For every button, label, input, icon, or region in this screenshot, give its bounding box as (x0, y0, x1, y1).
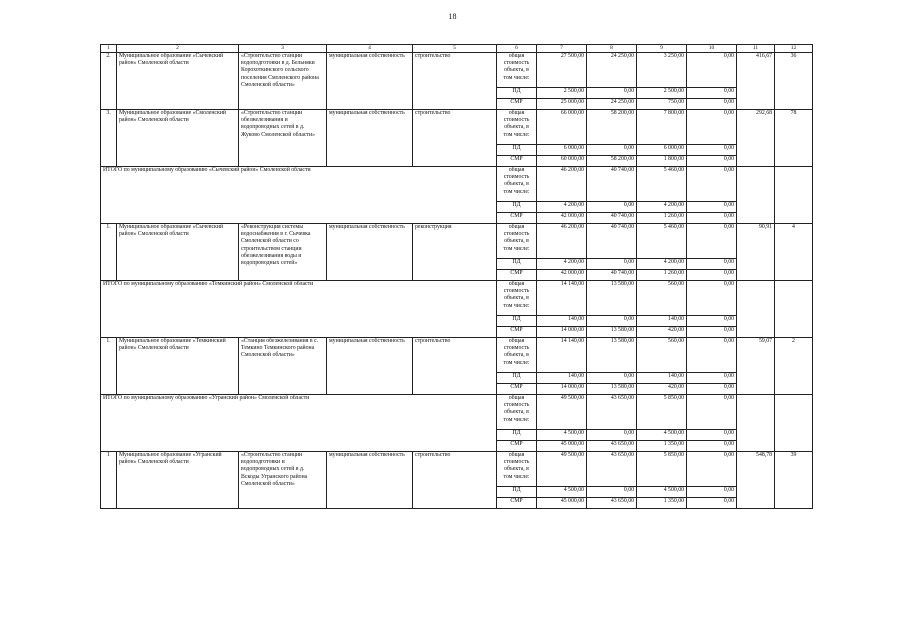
value-col-7: 46 200,00 (537, 167, 587, 202)
col-head-6: 6 (497, 45, 537, 53)
cost-label: общая стоимость объекта, в том числе: (497, 281, 537, 316)
object-cell: «Станция обезжелезивания в с. Темкино Темкинского района Смоленской области» (239, 338, 327, 395)
table-row (101, 110, 813, 145)
empty-col-11 (737, 395, 775, 452)
work-type-cell: реконструкция (413, 224, 497, 281)
cost-label: общая стоимость объекта, в том числе: (497, 224, 537, 259)
empty-col-12 (775, 395, 813, 452)
col-head-7: 7 (537, 45, 587, 53)
row-number: 1. (101, 224, 117, 281)
page-number: 18 (448, 12, 457, 21)
empty-col-12 (775, 281, 813, 338)
value-col-11: 59,07 (737, 338, 775, 395)
value-col-11: 416,67 (737, 53, 775, 110)
value-col-12: 36 (775, 53, 813, 110)
value-col-11: 292,68 (737, 110, 775, 167)
value-col-10: 0,00 (687, 281, 737, 316)
table-row (101, 224, 813, 259)
work-type-cell: строительство (413, 110, 497, 167)
value-col-8: 40 740,00 (587, 213, 637, 224)
col-head-2: 2 (117, 45, 239, 53)
ownership-cell: муниципальная собственность (327, 452, 413, 509)
value-col-7: 60 000,00 (537, 156, 587, 167)
col-head-3: 3 (239, 45, 327, 53)
value-col-8: 0,00 (587, 487, 637, 498)
value-col-8: 0,00 (587, 259, 637, 270)
value-col-7: 45 000,00 (537, 441, 587, 452)
value-col-7: 42 000,00 (537, 213, 587, 224)
object-cell: «Строительство станции водоподготовки в д. Бельняки Корохоткинского сельского поселения Смоленского района Смоленской области» (239, 53, 327, 110)
value-col-9: 560,00 (637, 338, 687, 373)
value-col-7: 14 000,00 (537, 384, 587, 395)
value-col-10: 0,00 (687, 327, 737, 338)
value-col-9: 5 460,00 (637, 224, 687, 259)
table-row (101, 53, 813, 88)
value-col-7: 4 200,00 (537, 259, 587, 270)
value-col-12: 4 (775, 224, 813, 281)
value-col-10: 0,00 (687, 338, 737, 373)
value-col-10: 0,00 (687, 270, 737, 281)
cost-label: общая стоимость объекта, в том числе: (497, 452, 537, 487)
value-col-9: 1 260,00 (637, 270, 687, 281)
value-col-8: 13 580,00 (587, 384, 637, 395)
value-col-9: 420,00 (637, 327, 687, 338)
total-row (101, 281, 813, 316)
value-col-9: 5 850,00 (637, 452, 687, 487)
total-title: ИТОГО по муниципальному образованию «Сычевский район» Смоленской области (101, 167, 497, 224)
pd-label: ПД (497, 373, 537, 384)
smr-label: СМР (497, 213, 537, 224)
work-type-cell: строительство (413, 53, 497, 110)
col-head-5: 5 (413, 45, 497, 53)
total-title: ИТОГО по муниципальному образованию «Темкинский район» Смоленской области (101, 281, 497, 338)
value-col-7: 46 200,00 (537, 224, 587, 259)
row-number: 1 (101, 452, 117, 509)
value-col-10: 0,00 (687, 167, 737, 202)
value-col-9: 6 000,00 (637, 145, 687, 156)
table-row (101, 452, 813, 487)
ownership-cell: муниципальная собственность (327, 224, 413, 281)
value-col-8: 0,00 (587, 88, 637, 99)
value-col-8: 24 250,00 (587, 53, 637, 88)
smr-label: СМР (497, 270, 537, 281)
investment-table (100, 44, 813, 509)
object-cell: «Реконструкция системы водоснабжения в г. Сычевка Смоленской области со строительством станции обезжелезивания воды и водопроводных сетей» (239, 224, 327, 281)
total-row (101, 395, 813, 430)
value-col-9: 1 260,00 (637, 213, 687, 224)
value-col-10: 0,00 (687, 395, 737, 430)
value-col-10: 0,00 (687, 110, 737, 145)
value-col-9: 1 350,00 (637, 441, 687, 452)
value-col-10: 0,00 (687, 487, 737, 498)
value-col-9: 140,00 (637, 373, 687, 384)
value-col-8: 43 650,00 (587, 452, 637, 487)
col-head-11: 11 (737, 45, 775, 53)
value-col-10: 0,00 (687, 452, 737, 487)
value-col-9: 4 200,00 (637, 259, 687, 270)
value-col-7: 45 000,00 (537, 498, 587, 509)
col-head-4: 4 (327, 45, 413, 53)
col-head-1: 1 (101, 45, 117, 53)
value-col-9: 3 250,00 (637, 53, 687, 88)
pd-label: ПД (497, 487, 537, 498)
value-col-9: 4 200,00 (637, 202, 687, 213)
value-col-8: 58 200,00 (587, 156, 637, 167)
col-head-10: 10 (687, 45, 737, 53)
value-col-9: 140,00 (637, 316, 687, 327)
municipality-cell: Муниципальное образование «Угранский район» Смоленской области (117, 452, 239, 509)
col-head-8: 8 (587, 45, 637, 53)
cost-label: общая стоимость объекта, в том числе: (497, 167, 537, 202)
municipality-cell: Муниципальное образование «Смоленский район» Смоленской области (117, 110, 239, 167)
value-col-7: 140,00 (537, 316, 587, 327)
value-col-7: 2 500,00 (537, 88, 587, 99)
smr-label: СМР (497, 441, 537, 452)
value-col-7: 49 500,00 (537, 452, 587, 487)
value-col-7: 4 500,00 (537, 487, 587, 498)
col-head-12: 12 (775, 45, 813, 53)
municipality-cell: Муниципальное образование «Сычевский район» Смоленской области (117, 53, 239, 110)
value-col-7: 49 500,00 (537, 395, 587, 430)
pd-label: ПД (497, 259, 537, 270)
empty-col-11 (737, 167, 775, 224)
value-col-10: 0,00 (687, 259, 737, 270)
value-col-7: 66 000,00 (537, 110, 587, 145)
total-title: ИТОГО по муниципальному образованию «Угранский район» Смоленской области (101, 395, 497, 452)
value-col-7: 140,00 (537, 373, 587, 384)
work-type-cell: строительство (413, 452, 497, 509)
value-col-9: 5 460,00 (637, 167, 687, 202)
smr-label: СМР (497, 384, 537, 395)
value-col-10: 0,00 (687, 224, 737, 259)
ownership-cell: муниципальная собственность (327, 53, 413, 110)
value-col-8: 40 740,00 (587, 167, 637, 202)
table-body (101, 53, 813, 509)
value-col-10: 0,00 (687, 384, 737, 395)
pd-label: ПД (497, 316, 537, 327)
value-col-9: 5 850,00 (637, 395, 687, 430)
cost-label: общая стоимость объекта, в том числе: (497, 110, 537, 145)
value-col-12: 78 (775, 110, 813, 167)
pd-label: ПД (497, 88, 537, 99)
row-number: 3. (101, 110, 117, 167)
value-col-8: 43 650,00 (587, 498, 637, 509)
value-col-9: 1 800,00 (637, 156, 687, 167)
object-cell: «Строительство станции обезжелезивания и водопроводных сетей в д. Жуково Смоленской области» (239, 110, 327, 167)
value-col-7: 25 000,00 (537, 99, 587, 110)
value-col-7: 14 140,00 (537, 338, 587, 373)
value-col-8: 58 200,00 (587, 110, 637, 145)
value-col-9: 7 800,00 (637, 110, 687, 145)
value-col-9: 420,00 (637, 384, 687, 395)
value-col-9: 1 350,00 (637, 498, 687, 509)
value-col-9: 750,00 (637, 99, 687, 110)
value-col-7: 42 000,00 (537, 270, 587, 281)
table-row (101, 338, 813, 373)
value-col-7: 14 140,00 (537, 281, 587, 316)
row-number: 2. (101, 53, 117, 110)
value-col-7: 27 500,00 (537, 53, 587, 88)
empty-col-11 (737, 281, 775, 338)
value-col-10: 0,00 (687, 430, 737, 441)
ownership-cell: муниципальная собственность (327, 338, 413, 395)
cost-label: общая стоимость объекта, в том числе: (497, 338, 537, 373)
value-col-9: 4 500,00 (637, 487, 687, 498)
object-cell: «Строительство станции водоподготовки и водопроводных сетей в д. Вскоды Угранского района Смоленской области» (239, 452, 327, 509)
value-col-9: 2 500,00 (637, 88, 687, 99)
value-col-10: 0,00 (687, 202, 737, 213)
value-col-8: 13 580,00 (587, 327, 637, 338)
ownership-cell: муниципальная собственность (327, 110, 413, 167)
value-col-8: 0,00 (587, 202, 637, 213)
municipality-cell: Муниципальное образование «Темкинский район» Смоленской области (117, 338, 239, 395)
municipality-cell: Муниципальное образование «Сычевский район» Смоленской области (117, 224, 239, 281)
value-col-8: 0,00 (587, 373, 637, 384)
value-col-8: 0,00 (587, 145, 637, 156)
value-col-11: 548,78 (737, 452, 775, 509)
work-type-cell: строительство (413, 338, 497, 395)
value-col-7: 14 000,00 (537, 327, 587, 338)
pd-label: ПД (497, 202, 537, 213)
value-col-10: 0,00 (687, 373, 737, 384)
pd-label: ПД (497, 430, 537, 441)
value-col-12: 2 (775, 338, 813, 395)
smr-label: СМР (497, 99, 537, 110)
value-col-10: 0,00 (687, 498, 737, 509)
empty-col-12 (775, 167, 813, 224)
value-col-8: 0,00 (587, 316, 637, 327)
value-col-8: 40 740,00 (587, 224, 637, 259)
col-head-9: 9 (637, 45, 687, 53)
value-col-8: 24 250,00 (587, 99, 637, 110)
value-col-7: 6 000,00 (537, 145, 587, 156)
value-col-8: 13 580,00 (587, 281, 637, 316)
value-col-10: 0,00 (687, 441, 737, 452)
column-number-row (101, 45, 813, 53)
value-col-8: 43 650,00 (587, 441, 637, 452)
value-col-8: 43 650,00 (587, 395, 637, 430)
pd-label: ПД (497, 145, 537, 156)
cost-label: общая стоимость объекта, в том числе: (497, 53, 537, 88)
value-col-10: 0,00 (687, 316, 737, 327)
value-col-11: 90,91 (737, 224, 775, 281)
value-col-8: 0,00 (587, 430, 637, 441)
value-col-10: 0,00 (687, 156, 737, 167)
smr-label: СМР (497, 498, 537, 509)
cost-label: общая стоимость объекта, в том числе: (497, 395, 537, 430)
value-col-8: 13 580,00 (587, 338, 637, 373)
total-row (101, 167, 813, 202)
value-col-8: 40 740,00 (587, 270, 637, 281)
row-number: 1. (101, 338, 117, 395)
value-col-9: 4 500,00 (637, 430, 687, 441)
smr-label: СМР (497, 327, 537, 338)
value-col-10: 0,00 (687, 213, 737, 224)
value-col-12: 39 (775, 452, 813, 509)
value-col-7: 4 200,00 (537, 202, 587, 213)
value-col-10: 0,00 (687, 145, 737, 156)
value-col-10: 0,00 (687, 88, 737, 99)
value-col-9: 560,00 (637, 281, 687, 316)
value-col-7: 4 500,00 (537, 430, 587, 441)
smr-label: СМР (497, 156, 537, 167)
value-col-10: 0,00 (687, 53, 737, 88)
value-col-10: 0,00 (687, 99, 737, 110)
